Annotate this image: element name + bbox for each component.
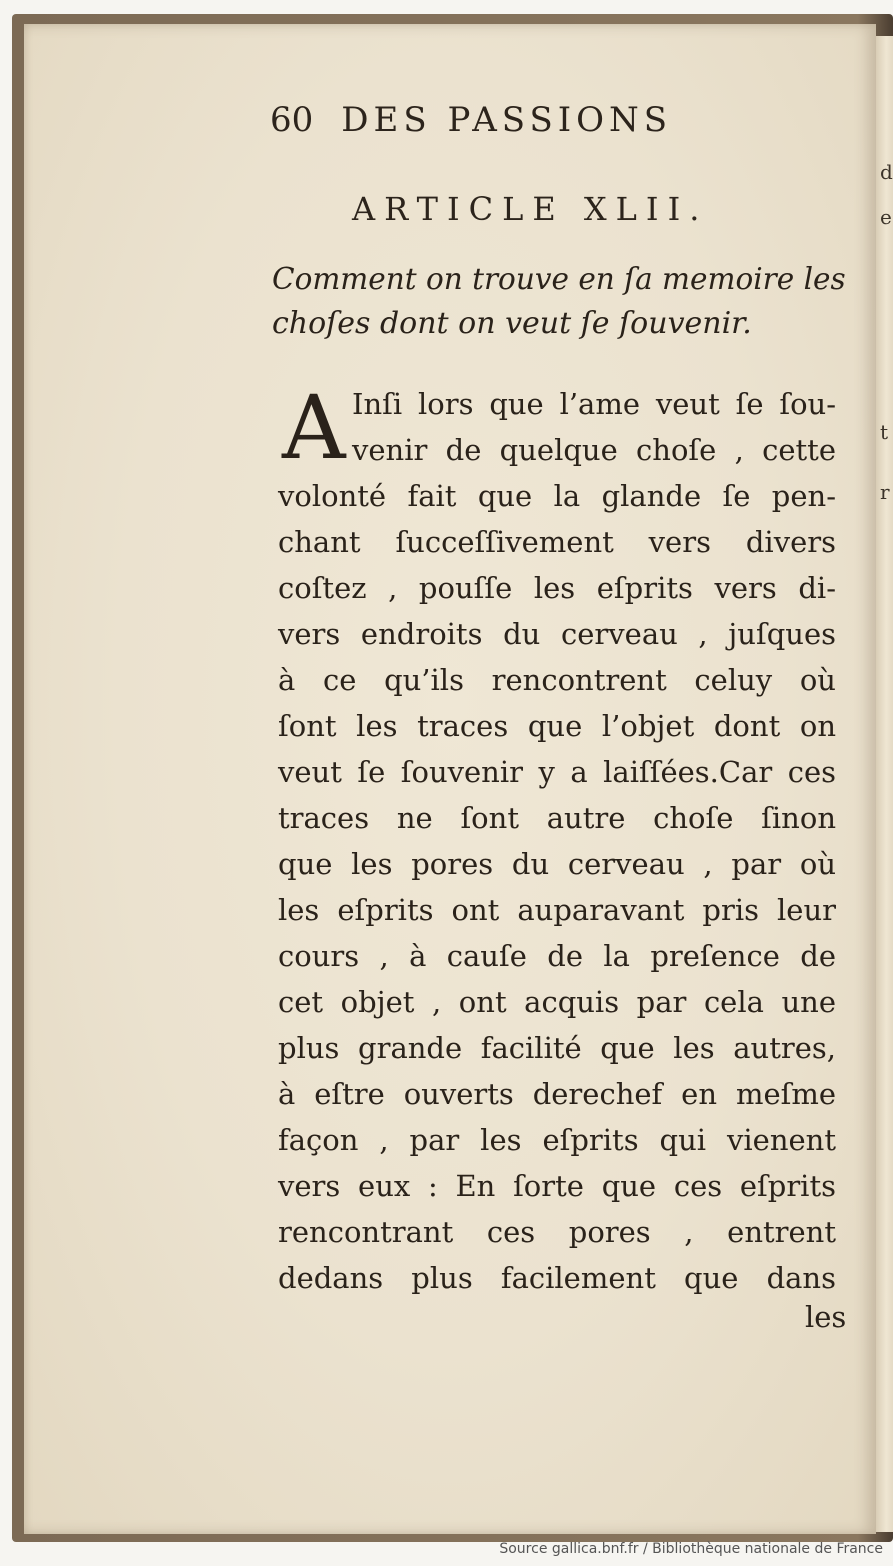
body-line: traces ne ſont autre choſe ſinon (278, 801, 836, 835)
body-line: chant ſucceſſivement vers divers (278, 525, 836, 559)
body-line: à eſtre ouverts derechef en meſme (278, 1077, 836, 1111)
page-number: 60 (270, 100, 314, 140)
catchword: les (805, 1300, 847, 1334)
body-line: vers eux : En ſorte que ces eſprits (278, 1169, 836, 1203)
subtitle-line: choſes dont on veut ſe ſouvenir. (272, 306, 752, 341)
body-line: à ce qu’ils rencontrent celuy où (278, 663, 836, 697)
edge-letter: e (880, 205, 892, 229)
running-title: DES PASSIONS (341, 100, 673, 140)
next-page-edge (876, 36, 893, 1532)
running-head (270, 100, 750, 140)
body-line: coſtez , pouſſe les eſprits vers di- (278, 571, 836, 605)
body-line: venir de quelque choſe , cette (352, 433, 836, 467)
drop-cap: A (282, 376, 346, 479)
article-heading: ARTICLE XLII. (352, 190, 709, 228)
edge-letter: d (880, 160, 893, 184)
body-line: vers endroits du cerveau , juſques (278, 617, 836, 651)
body-line: dedans plus facilement que dans (278, 1261, 836, 1295)
body-line: volonté fait que la glande ſe pen- (278, 479, 836, 513)
body-line: façon , par les eſprits qui vienent (278, 1123, 836, 1157)
body-line: plus grande facilité que les autres, (278, 1031, 836, 1065)
source-attribution: Source gallica.bnf.fr / Bibliothèque nationale de France (499, 1541, 883, 1557)
body-line: cet objet , ont acquis par cela une (278, 985, 836, 1019)
edge-letter: t (880, 420, 889, 444)
edge-letter: r (880, 480, 890, 504)
body-line: les eſprits ont auparavant pris leur (278, 893, 836, 927)
subtitle-line: Comment on trouve en ſa memoire les (272, 262, 846, 296)
body-line: cours , à cauſe de la preſence de (278, 939, 836, 973)
body-line: ſont les traces que l’objet dont on (278, 709, 836, 743)
body-line: veut ſe ſouvenir y a laiſſées.Car ces (278, 755, 836, 789)
body-line: que les pores du cerveau , par où (278, 847, 836, 881)
body-line: Inſi lors que l’ame veut ſe ſou- (352, 387, 836, 421)
body-line: rencontrant ces pores , entrent (278, 1215, 836, 1249)
